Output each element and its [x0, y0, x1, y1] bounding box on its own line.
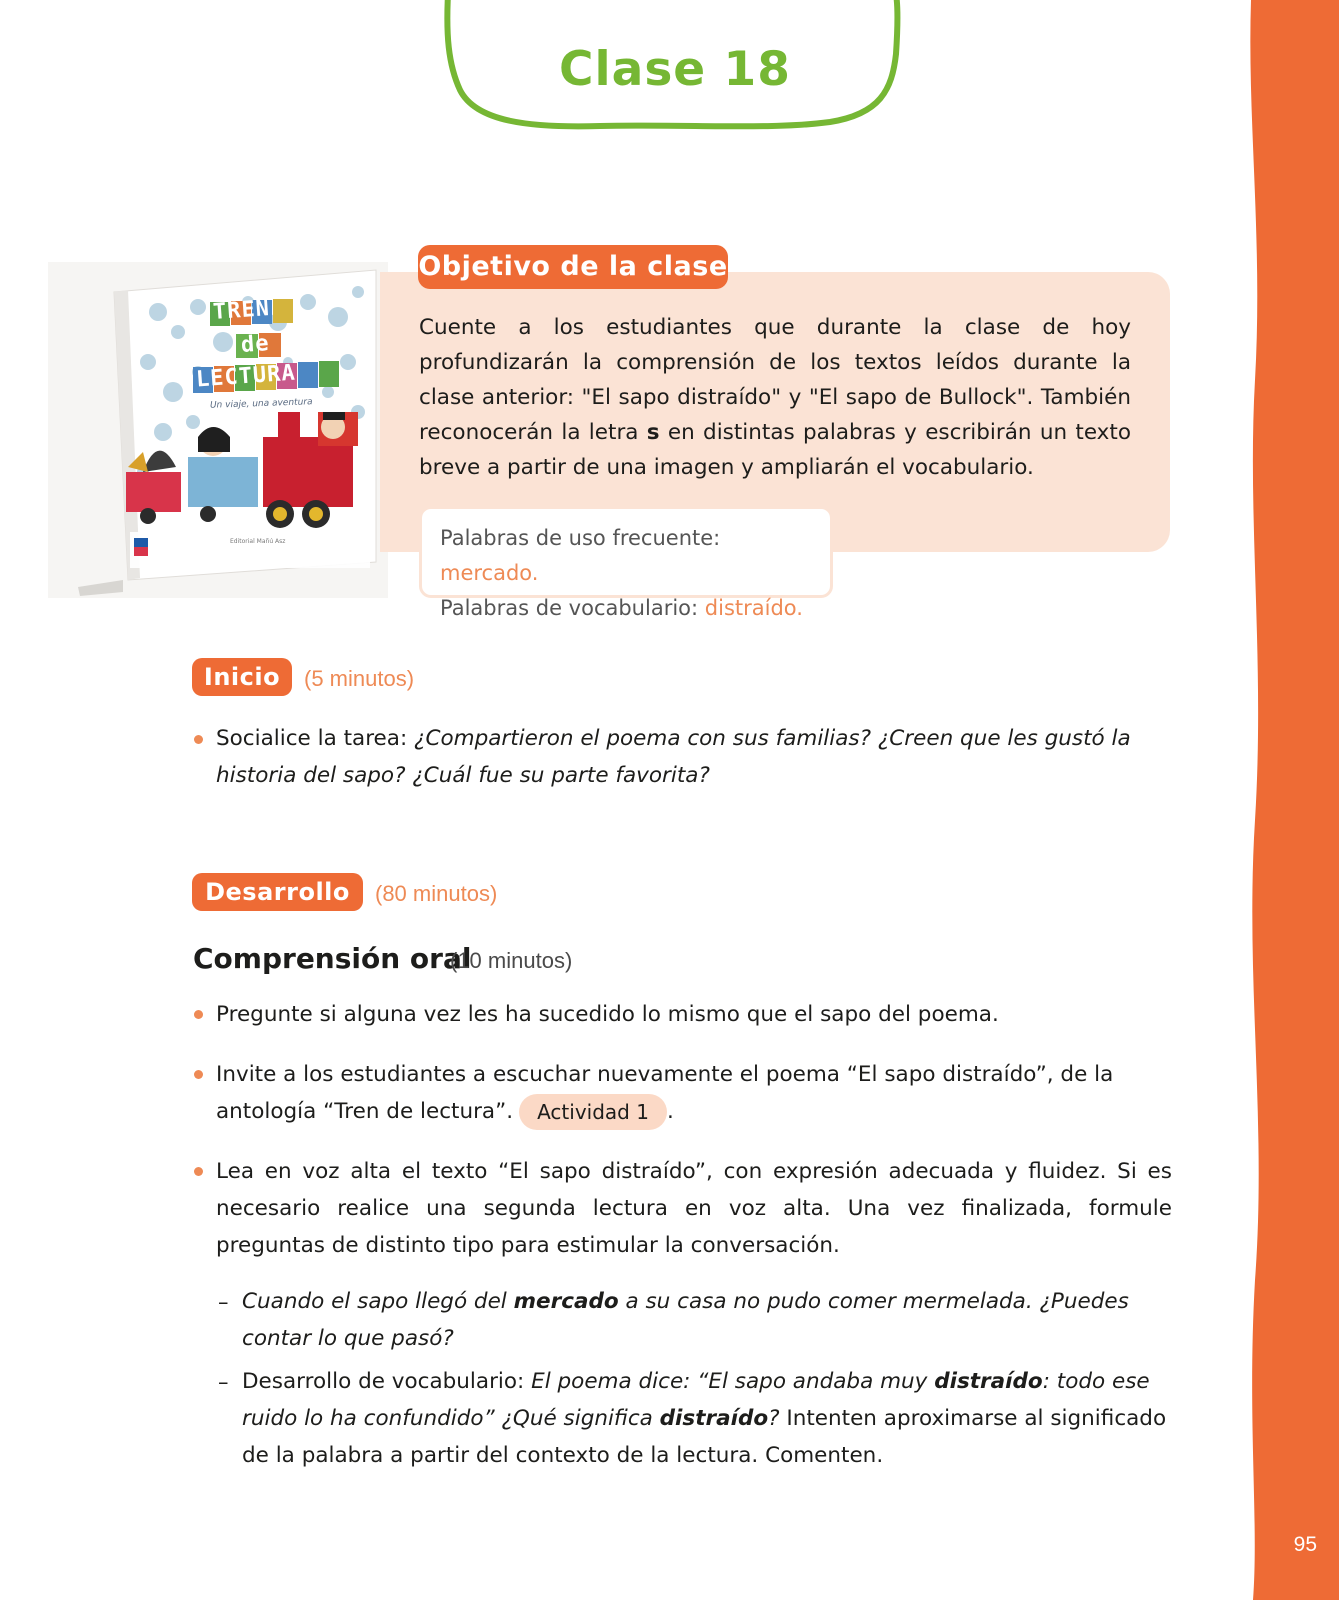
bullet-icon	[194, 1070, 203, 1079]
page-number: 95	[1293, 1533, 1317, 1556]
desarrollo-bullet-1: Pregunte si alguna vez les ha sucedido lo mismo que el sapo del poema.	[216, 1002, 999, 1027]
desarrollo-duration: (80 minutos)	[375, 881, 498, 906]
side-band	[1229, 0, 1339, 1600]
objective-tab: Objetivo de la clase	[418, 245, 728, 289]
desarrollo-tab: Desarrollo	[192, 873, 363, 911]
key-words-box	[419, 506, 833, 620]
dash-marker: –	[218, 1370, 229, 1394]
objective-text: Cuente a los estudiantes que durante la clase de hoy profundizarán la comprensión de los textos leídos durante la clase anterior: "El sapo distraído" y "El sapo de Bullock". También reconocerán la letra s en distintas palabras y escribirán un texto breve a partir de una imagen y ampliarán el vocabulario.	[419, 315, 1131, 480]
inicio-tab: Inicio	[192, 658, 292, 696]
question-2: Desarrollo de vocabulario: El poema dice: “El sapo andaba muy distraído: todo ese ruido lo ha confundido” ¿Qué significa distraído? Intenten aproximarse al significado de la palabra a partir del contexto de la lectura. Comenten.	[242, 1369, 1167, 1468]
dash-marker: –	[218, 1290, 229, 1314]
bullet-icon	[194, 1010, 203, 1019]
book-publisher: Editorial Mañú Asz	[230, 538, 286, 545]
vocabulary-words-line: Palabras de vocabulario: distraído.	[440, 596, 803, 620]
bullet-icon	[194, 735, 203, 744]
book-subtitle: Un viaje, una aventura	[209, 397, 313, 411]
comprension-oral-duration: (10 minutos)	[450, 948, 573, 973]
inicio-duration: (5 minutos)	[304, 666, 415, 691]
desarrollo-bullet-2: Invite a los estudiantes a escuchar nuevamente el poema “El sapo distraído”, de la antología “Tren de lectura”. Actividad 1 .	[216, 1056, 1172, 1130]
book-title-line3: LECTURA	[195, 360, 297, 393]
comprension-oral-heading: Comprensión oral	[193, 942, 472, 975]
activity-badge: Actividad 1	[519, 1094, 667, 1130]
class-title: Clase 18	[559, 42, 791, 97]
frequent-words-line: Palabras de uso frecuente: mercado.	[440, 526, 721, 585]
book-cover-image	[48, 262, 388, 598]
bold-letter: s	[646, 420, 660, 445]
bullet-icon	[194, 1167, 203, 1176]
inicio-bullet: Socialice la tarea: ¿Compartieron el poema con sus familias? ¿Creen que les gustó la historia del sapo? ¿Cuál fue su parte favorita?	[216, 726, 1131, 788]
question-1: Cuando el sapo llegó del mercado a su casa no pudo comer mermelada. ¿Puedes contar lo que pasó?	[242, 1289, 1129, 1351]
book-title-line2: de	[240, 331, 271, 358]
desarrollo-bullet-3: Lea en voz alta el texto “El sapo distraído”, con expresión adecuada y fluidez. Si es necesario realice una segunda lectura en voz alta. Una vez finalizada, formule preguntas de distinto tipo para estimular la conversación.	[216, 1159, 1172, 1258]
book-title-line1: TREN	[212, 296, 271, 325]
